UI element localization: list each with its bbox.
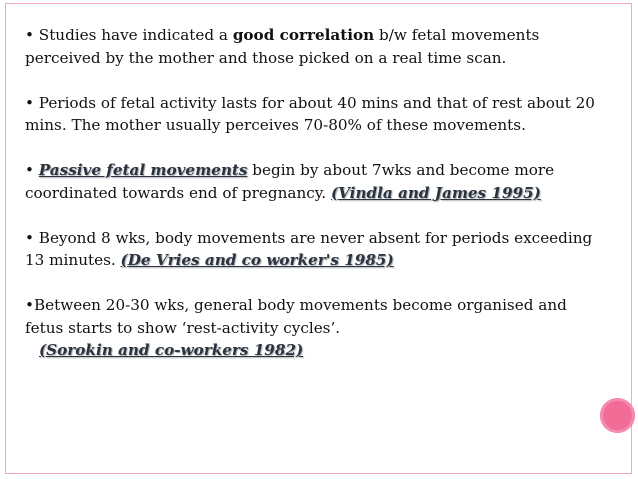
slide-content (25, 24, 600, 362)
citation-de-vries: (De Vries and co worker's 1985) (120, 251, 394, 269)
bullet-1-prefix: • Studies have indicated a (25, 26, 233, 44)
bullet-passive-movements (25, 159, 600, 204)
bullet-2-text: • Periods of fetal activity lasts for about 40 mins and that of rest about 20 mins. The mother usually perceives 70-80% of these movements. (25, 93, 595, 134)
bullet-1-emphasis: good correlation (232, 26, 375, 44)
bullet-activity-periods (25, 92, 600, 137)
bullet-1-rest: b/w fetal movements perceived by the mother and those picked on a real time scan. (25, 26, 540, 67)
citation-sorokin: (Sorokin and co-workers 1982) (39, 341, 304, 359)
bullet-3-emphasis: Passive fetal movements (38, 161, 248, 179)
bullet-4-text: • Beyond 8 wks, body movements are never absent for periods exceeding 13 minutes. (25, 228, 593, 269)
bullet-3-rest: begin by about 7wks and become more coordinated towards end of pregnancy. (25, 161, 555, 202)
bullet-rest-activity-cycles (25, 294, 600, 362)
bullet-good-correlation (25, 24, 600, 69)
bullet-body-movements (25, 227, 600, 272)
citation-vindla-james: (Vindla and James 1995) (330, 183, 541, 202)
decorative-circle (600, 398, 635, 433)
bullet-3-prefix: • (25, 161, 39, 179)
bullet-5-text: •Between 20-30 wks, general body movements become organised and fetus starts to show ‘rest-activity cycles’. (25, 296, 567, 337)
